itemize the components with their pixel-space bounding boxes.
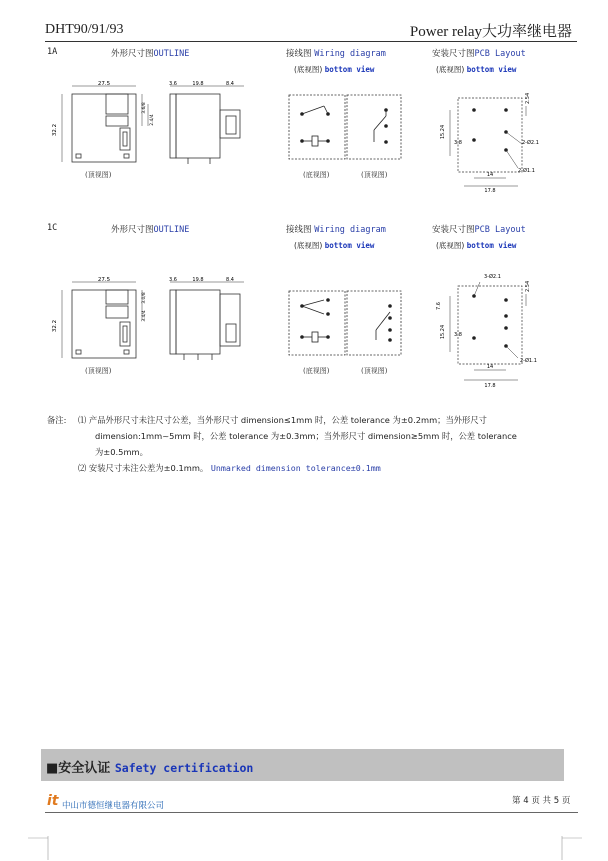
pcb-dim-d7-1a: 17.8 bbox=[484, 188, 496, 194]
wiring-diagram-bottom-1c bbox=[288, 290, 346, 356]
pcb-dim-d6-1c: 14 bbox=[486, 364, 494, 370]
page-number: 第 4 页 共 5 页 bbox=[512, 796, 571, 806]
outline-heading-1c: 外形尺寸图OUTLINE bbox=[111, 225, 190, 235]
side-dim-a-1c: 3.6 bbox=[169, 277, 177, 283]
pcb-dim-d8-1c: 7.6 bbox=[436, 302, 442, 310]
pcb-dim-d5-1a: 2-Ø1.1 bbox=[518, 168, 535, 174]
row-1a-label: 1A bbox=[47, 47, 58, 57]
note-1-line-3: 为±0.5mm。 bbox=[95, 447, 148, 457]
safety-marker: ■ bbox=[46, 761, 59, 776]
pcb-dim-d0-1c: 3-Ø2.1 bbox=[484, 274, 501, 280]
pcb-dim-d6-1a: 14 bbox=[486, 172, 494, 178]
side-dim-c-1c: 8.4 bbox=[226, 277, 234, 283]
wiring-diagram-top-1c bbox=[346, 290, 402, 356]
outline-dim-v2-1a: 2.4/4 bbox=[150, 114, 155, 126]
wiring-diagram-bottom-1a bbox=[288, 94, 346, 160]
pcb-dim-d1-1c: 2.54 bbox=[525, 280, 531, 292]
outline-drawing-1c bbox=[44, 276, 164, 368]
outline-dim-width-1a: 27.5 bbox=[97, 81, 111, 87]
side-dim-b-1a: 19.8 bbox=[192, 81, 204, 87]
outline-drawing-1a bbox=[44, 80, 164, 172]
pcb-dim-d2-1c: 15.24 bbox=[440, 324, 446, 340]
outline-dim-v1-1a: 3.6/8 bbox=[142, 102, 147, 114]
pcb-heading-1a: 安装尺寸图PCB Layout bbox=[432, 49, 526, 59]
safety-title-cn: 安全认证 bbox=[58, 761, 111, 776]
side-dim-c-1a: 8.4 bbox=[226, 81, 234, 87]
pcb-view-label-1a: (底视图) bottom view bbox=[436, 65, 517, 74]
outline-heading-1a: 外形尺寸图OUTLINE bbox=[111, 49, 190, 59]
wiring-caption-top-1a: (顶视图) bbox=[361, 171, 388, 179]
safety-certification-heading bbox=[46, 757, 253, 776]
side-dim-a-1a: 3.6 bbox=[169, 81, 177, 87]
side-drawing-1c bbox=[164, 276, 260, 362]
company-name: 中山市德恒继电器有限公司 bbox=[62, 801, 165, 811]
outline-dim-v1-1c: 3.0/8 bbox=[142, 292, 147, 304]
wiring-view-label-1a: (底视图) bottom view bbox=[294, 65, 375, 74]
pcb-layout-1c bbox=[430, 270, 560, 390]
wiring-caption-bottom-1c: (底视图) bbox=[303, 367, 330, 375]
header-model: DHT90/91/93 bbox=[45, 22, 124, 37]
crop-mark-bottom-right bbox=[560, 836, 582, 860]
crop-mark-bottom-left bbox=[28, 836, 50, 860]
note-2-en: Unmarked dimension tolerance±0.1mm bbox=[210, 463, 381, 473]
wiring-caption-bottom-1a: (底视图) bbox=[303, 171, 330, 179]
pcb-view-label-1c: (底视图) bottom view bbox=[436, 241, 517, 250]
wiring-heading-1a: 接线图 Wiring diagram bbox=[286, 49, 386, 59]
header-rule bbox=[45, 41, 577, 42]
pcb-dim-d2-1a: 15.24 bbox=[440, 124, 446, 140]
pcb-dim-d7-1c: 17.8 bbox=[484, 383, 496, 389]
header-title-en: Power relay bbox=[409, 24, 482, 40]
wiring-view-label-1c: (底视图) bottom view bbox=[294, 241, 375, 250]
note-1-line-2: dimension:1mm~5mm 时，公差 tolerance 为±0.3mm；当外形尺寸 dimension≥5mm 时，公差 tolerance bbox=[95, 431, 517, 441]
safety-title-en: Safety certification bbox=[114, 761, 254, 775]
note-2: ⑵ 安装尺寸未注公差为±0.1mm。 Unmarked dimension tolerance±0.1mm bbox=[78, 463, 381, 473]
header-title bbox=[410, 20, 572, 41]
notes-prefix: 备注: bbox=[47, 415, 67, 425]
side-dim-b-1c: 19.8 bbox=[192, 277, 204, 283]
row-1c-label: 1C bbox=[47, 223, 58, 233]
pcb-dim-d5-1c: 2-Ø1.1 bbox=[520, 358, 537, 364]
outline-dim-height-1a: 32.2 bbox=[52, 123, 58, 137]
outline-dim-height-1c: 32.2 bbox=[52, 319, 58, 333]
pcb-layout-1a bbox=[430, 86, 560, 196]
note-1-line-1: ⑴ 产品外形尺寸未注尺寸公差，当外形尺寸 dimension≤1mm 时，公差 tolerance 为±0.2mm；当外形尺寸 bbox=[78, 415, 487, 425]
side-drawing-1a bbox=[164, 80, 260, 166]
outline-caption-1c: (顶视图) bbox=[85, 367, 112, 375]
wiring-caption-top-1c: (顶视图) bbox=[361, 367, 388, 375]
wiring-heading-1c: 接线图 Wiring diagram bbox=[286, 225, 386, 235]
pcb-dim-d4-1a: 2-Ø2.1 bbox=[522, 140, 539, 146]
header-title-cn: 大功率继电器 bbox=[481, 22, 572, 40]
pcb-dim-d3-1c: 3.8 bbox=[454, 332, 462, 338]
company-logo: it bbox=[47, 793, 59, 809]
outline-caption-1a: (顶视图) bbox=[85, 171, 112, 179]
pcb-heading-1c: 安装尺寸图PCB Layout bbox=[432, 225, 526, 235]
pcb-dim-d1-1a: 2.54 bbox=[525, 92, 531, 104]
wiring-diagram-top-1a bbox=[346, 94, 402, 160]
outline-dim-width-1c: 27.5 bbox=[97, 277, 111, 283]
footer-rule bbox=[45, 812, 578, 813]
pcb-dim-d3-1a: 3.8 bbox=[454, 140, 462, 146]
outline-dim-v2-1c: 3.4/4 bbox=[142, 310, 147, 322]
